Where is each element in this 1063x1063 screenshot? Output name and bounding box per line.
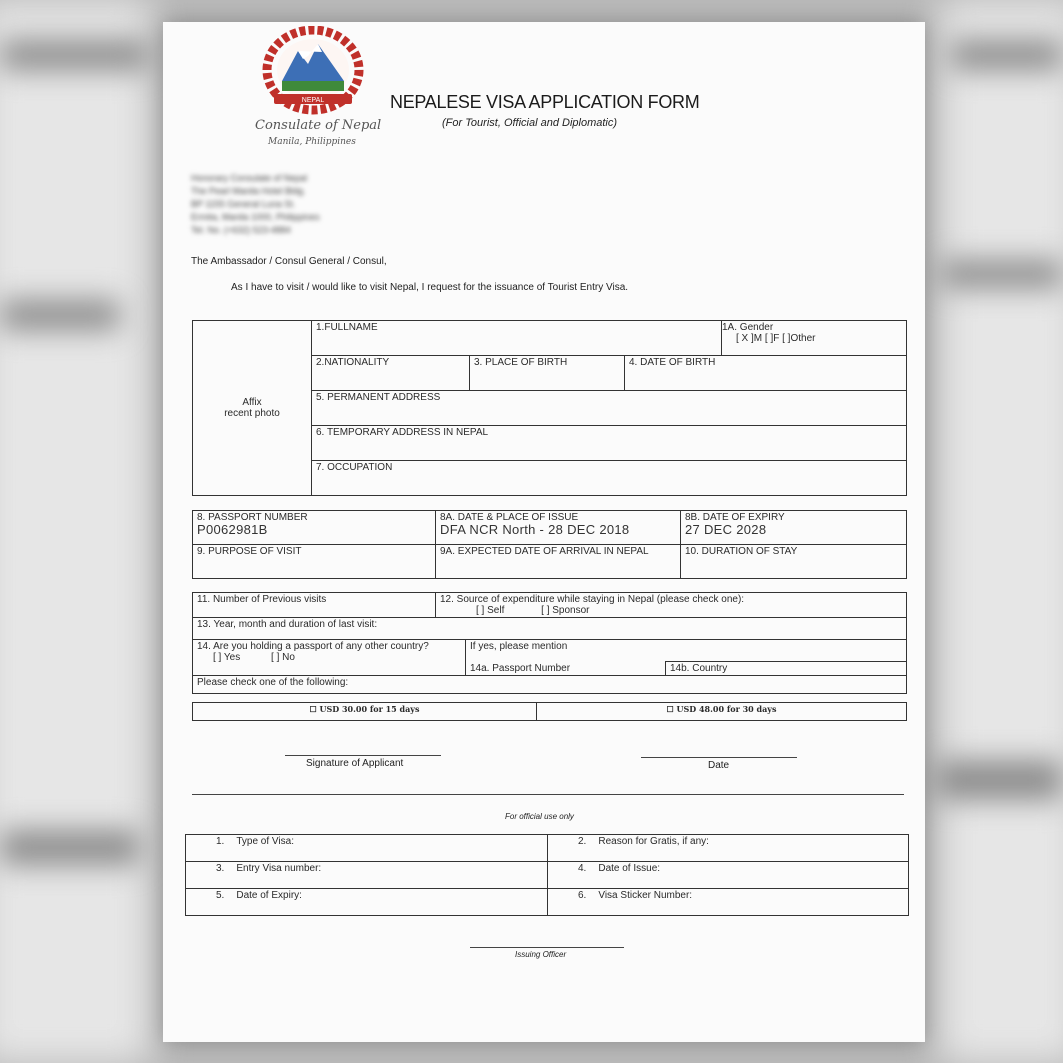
logo-text: Consulate of Nepal: [255, 118, 382, 133]
if-yes-field: [466, 640, 907, 662]
request-text: As I have to visit / would like to visit Nepal, I request for the issuance of Tourist Entry Visa.: [231, 282, 629, 293]
dob-label: 4. DATE OF BIRTH: [629, 357, 716, 368]
sticker-number-label: Visa Sticker Number:: [598, 890, 693, 901]
if-yes-label: If yes, please mention: [470, 641, 568, 652]
entry-visa-number-field[interactable]: [186, 862, 548, 889]
seal-lettering: NEPAL: [301, 97, 325, 104]
n3: 3.: [216, 863, 225, 874]
fee-30-days-label: USD 48.00 for 30 days: [676, 704, 777, 714]
sponsor-checkbox[interactable]: [ ] Sponsor: [541, 605, 590, 616]
logo-subtext: Manila, Philippines: [268, 137, 356, 147]
background-left: [0, 0, 150, 1063]
sticker-number-field[interactable]: [548, 889, 909, 916]
date-of-expiry-field[interactable]: [186, 889, 548, 916]
yes-checkbox[interactable]: [ ] Yes: [213, 652, 241, 663]
background-right: [940, 0, 1063, 1063]
checkbox-icon: ☐: [666, 704, 674, 714]
type-of-visa-field[interactable]: [186, 835, 548, 862]
divider: [192, 794, 904, 795]
check-one-row: [193, 676, 907, 694]
photo-label-1: Affix: [242, 397, 262, 408]
issue-label: 8A. DATE & PLACE OF ISSUE: [440, 512, 579, 523]
purpose-field[interactable]: [193, 545, 436, 579]
photo-label-2: recent photo: [224, 408, 280, 419]
nepal-seal-logo: [258, 26, 368, 118]
expenditure-label: 12. Source of expenditure while staying in Nepal (please check one):: [440, 594, 745, 605]
last-visit-field[interactable]: [193, 618, 907, 640]
address-line: BP 1155 General Luna St.: [191, 199, 296, 209]
other-country-label: 14b. Country: [670, 663, 728, 674]
n6: 6.: [578, 890, 587, 901]
dob-field[interactable]: [625, 356, 907, 391]
temporary-address-field[interactable]: [312, 426, 907, 461]
official-use-heading: For official use only: [505, 812, 574, 821]
issue-field[interactable]: [436, 511, 681, 545]
expenditure-options: [440, 605, 902, 616]
fee-30-days-option[interactable]: [537, 703, 907, 721]
official-use-table: [185, 834, 909, 916]
visa-form-page: [163, 22, 925, 1042]
expiry-value: 27 DEC 2028: [685, 522, 767, 537]
entry-visa-number-label: Entry Visa number:: [236, 863, 322, 874]
other-country-field[interactable]: [666, 662, 907, 676]
visits-table: [192, 592, 907, 694]
occupation-label: 7. OCCUPATION: [316, 462, 393, 473]
purpose-label: 9. PURPOSE OF VISIT: [197, 546, 302, 557]
fullname-label: 1.FULLNAME: [316, 322, 378, 333]
permanent-address-field[interactable]: [312, 391, 907, 426]
n2: 2.: [578, 836, 587, 847]
background-blur-4: [950, 40, 1063, 70]
type-of-visa-label: Type of Visa:: [236, 836, 294, 847]
address-line: The Pearl Manila Hotel Bldg.: [191, 186, 306, 196]
date-of-issue-field[interactable]: [548, 862, 909, 889]
date-of-expiry-label: Date of Expiry:: [236, 890, 302, 901]
gender-options: [ X ]M [ ]F [ ]Other: [736, 333, 816, 344]
background-blur-5: [940, 260, 1063, 288]
reason-gratis-label: Reason for Gratis, if any:: [598, 836, 709, 847]
fee-15-days-option[interactable]: [193, 703, 537, 721]
checkbox-icon: ☐: [309, 704, 317, 714]
n1: 1.: [216, 836, 225, 847]
birthplace-field[interactable]: [470, 356, 625, 391]
address-line: Ermita, Manila 1000, Philippines: [191, 212, 320, 222]
reason-gratis-field[interactable]: [548, 835, 909, 862]
last-visit-label: 13. Year, month and duration of last visit:: [197, 619, 378, 630]
date-label: Date: [708, 760, 730, 771]
personal-details-table: [192, 320, 907, 496]
background-blur-1: [0, 40, 150, 70]
date-of-issue-label: Date of Issue:: [598, 863, 661, 874]
consulate-address: [191, 172, 320, 237]
gender-label: 1A. Gender: [722, 322, 774, 333]
permanent-address-label: 5. PERMANENT ADDRESS: [316, 392, 441, 403]
n5: 5.: [216, 890, 225, 901]
passport-number-value: P0062981B: [197, 522, 268, 537]
salutation: The Ambassador / Consul General / Consul,: [191, 256, 387, 267]
gender-field[interactable]: [722, 321, 907, 356]
issue-value: DFA NCR North - 28 DEC 2018: [440, 522, 630, 537]
expenditure-field[interactable]: [436, 593, 907, 618]
previous-visits-label: 11. Number of Previous visits: [197, 594, 327, 605]
occupation-field[interactable]: [312, 461, 907, 496]
fee-table: [192, 702, 907, 721]
other-passport-options: [197, 652, 461, 663]
expiry-label: 8B. DATE OF EXPIRY: [685, 512, 785, 523]
background-blur-3: [0, 830, 140, 865]
nationality-label: 2.NATIONALITY: [316, 357, 390, 368]
applicant-signature-label: Signature of Applicant: [306, 758, 404, 769]
passport-number-label: 8. PASSPORT NUMBER: [197, 512, 308, 523]
nationality-field[interactable]: [312, 356, 470, 391]
n4: 4.: [578, 863, 587, 874]
self-checkbox[interactable]: [ ] Self: [476, 605, 505, 616]
other-passport-label: 14. Are you holding a passport of any other country?: [197, 641, 429, 652]
fullname-field[interactable]: [312, 321, 722, 356]
background-blur-2: [0, 300, 120, 330]
arrival-field[interactable]: [436, 545, 681, 579]
check-one-label: Please check one of the following:: [197, 677, 349, 688]
address-line: Tel. No. (+632) 523-4884: [191, 225, 291, 235]
form-title: NEPALESE VISA APPLICATION FORM: [390, 92, 700, 112]
issuing-officer-label: Issuing Officer: [515, 950, 567, 959]
expiry-field[interactable]: [681, 511, 907, 545]
birthplace-label: 3. PLACE OF BIRTH: [474, 357, 568, 368]
arrival-label: 9A. EXPECTED DATE OF ARRIVAL IN NEPAL: [440, 546, 649, 557]
applicant-signature-line[interactable]: [285, 755, 441, 756]
form-subtitle: (For Tourist, Official and Diplomatic): [442, 117, 618, 129]
passport-table: [192, 510, 907, 579]
other-passport-field[interactable]: [193, 640, 466, 676]
passport-number-field[interactable]: [193, 511, 436, 545]
issuing-officer-line[interactable]: [470, 947, 624, 948]
previous-visits-field[interactable]: [193, 593, 436, 618]
duration-label: 10. DURATION OF STAY: [685, 546, 798, 557]
other-passport-number-label: 14a. Passport Number: [470, 662, 571, 674]
background-blur-6: [935, 760, 1063, 800]
date-signature-line[interactable]: [641, 757, 797, 758]
duration-field[interactable]: [681, 545, 907, 579]
temporary-address-label: 6. TEMPORARY ADDRESS IN NEPAL: [316, 427, 489, 438]
other-passport-number-field[interactable]: [466, 662, 666, 676]
address-line: Honorary Consulate of Nepal: [191, 173, 308, 183]
fee-15-days-label: USD 30.00 for 15 days: [319, 704, 420, 714]
no-checkbox[interactable]: [ ] No: [271, 652, 295, 663]
photo-box[interactable]: [193, 321, 312, 496]
